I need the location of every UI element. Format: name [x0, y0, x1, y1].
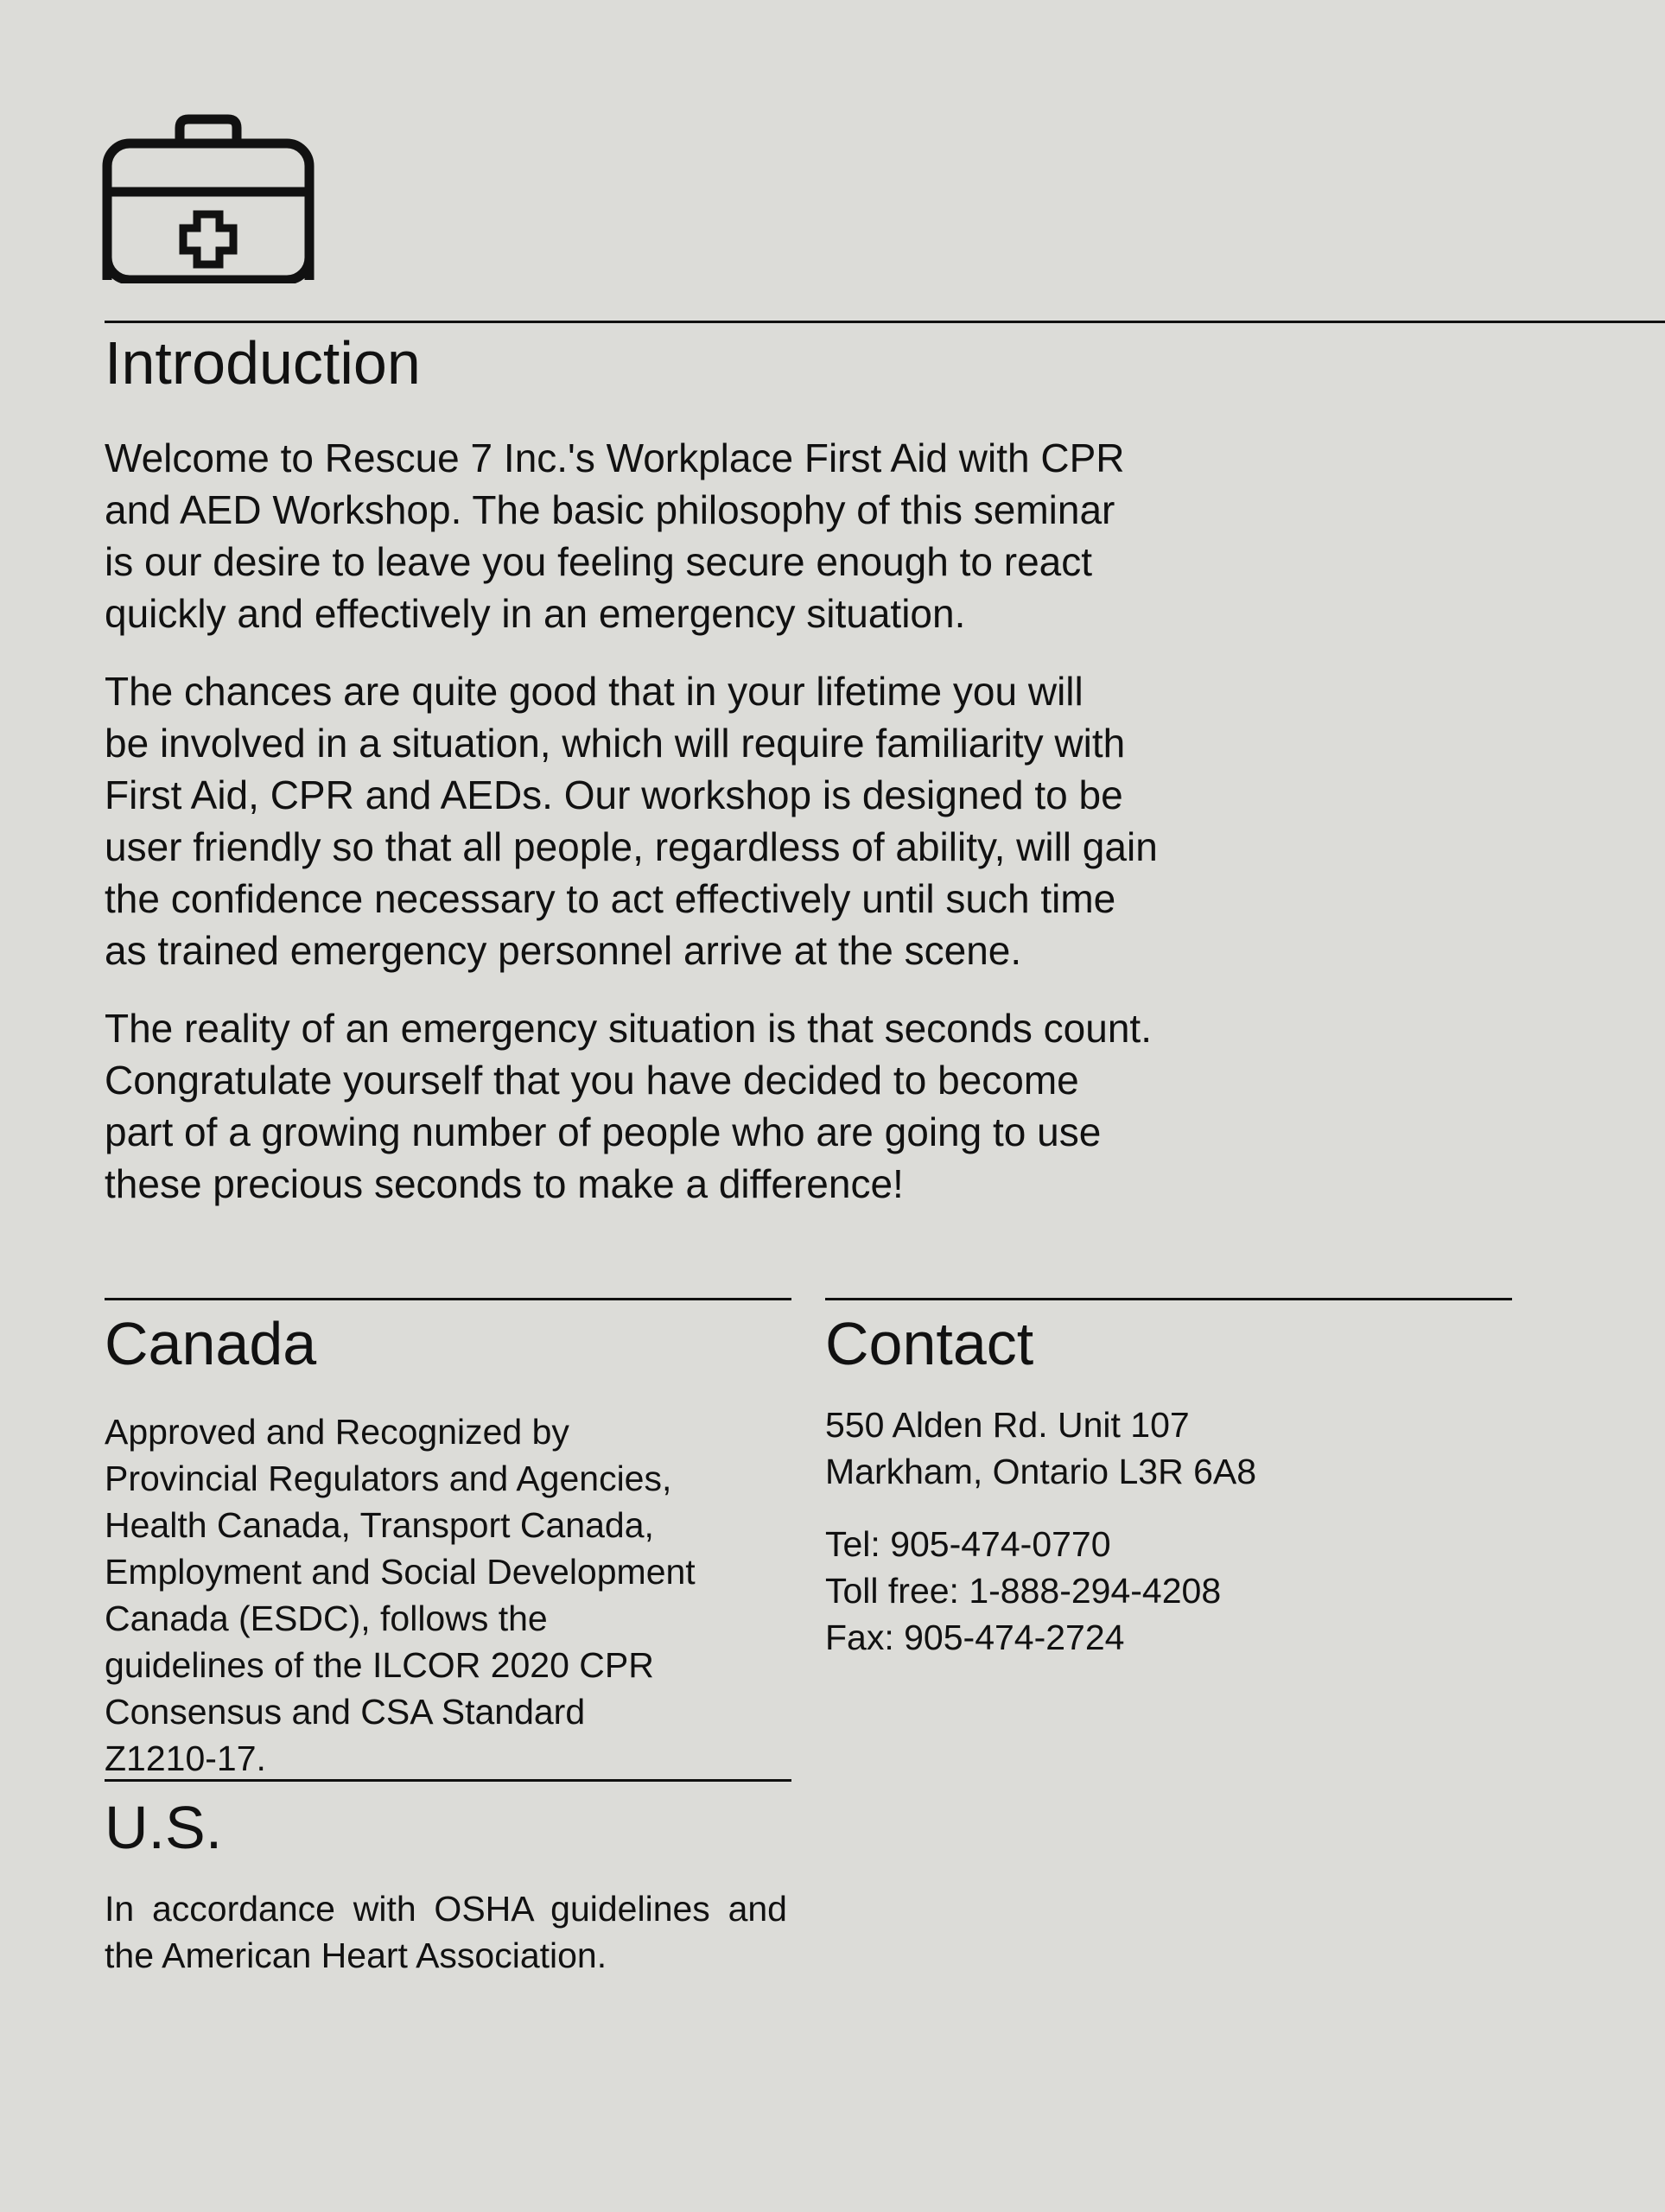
canada-text: Approved and Recognized by Provincial Regulators and Agencies, Health Canada, Transport Canada, Employment and Social Development Canada (ESDC), follows the guidelines of the ILCOR 2020 CPR Consensus and CSA Standard Z1210-17.: [105, 1412, 696, 1778]
contact-title: Contact: [825, 1310, 1034, 1377]
us-title: U.S.: [105, 1794, 223, 1861]
us-divider: [105, 1779, 791, 1782]
introduction-paragraph: The chances are quite good that in your lifetime you will be involved in a situation, which will require familiarity with First Aid, CPR and AEDs. Our workshop is designed to be user friendly so that all people, regardless of ability, will gain the confidence necessary to act effectively until such time as trained emergency personnel arrive at the scene.: [105, 669, 1158, 973]
first-aid-kit-icon: [102, 102, 315, 283]
introduction-paragraph: Welcome to Rescue 7 Inc.'s Workplace First Aid with CPR and AED Workshop. The basic philosophy of this seminar is our desire to leave you feeling secure enough to react quickly and effectively in an emergency situation.: [105, 435, 1125, 636]
top-divider: [105, 321, 1665, 323]
canada-divider: [105, 1298, 791, 1300]
contact-address: 550 Alden Rd. Unit 107 Markham, Ontario L3R 6A8: [825, 1405, 1257, 1491]
contact-divider: [825, 1298, 1512, 1300]
us-text: In accordance with OSHA guidelines and the American Heart Association.: [105, 1889, 787, 1975]
contact-phone-numbers: Tel: 905-474-0770 Toll free: 1-888-294-4208 Fax: 905-474-2724: [825, 1524, 1222, 1657]
introduction-title: Introduction: [105, 329, 421, 397]
canada-title: Canada: [105, 1310, 317, 1377]
introduction-paragraph: The reality of an emergency situation is that seconds count. Congratulate yourself that you have decided to become part of a growing number of people who are going to use these precious seconds to make a difference!: [105, 1006, 1152, 1206]
introduction-body: [105, 432, 1314, 1236]
